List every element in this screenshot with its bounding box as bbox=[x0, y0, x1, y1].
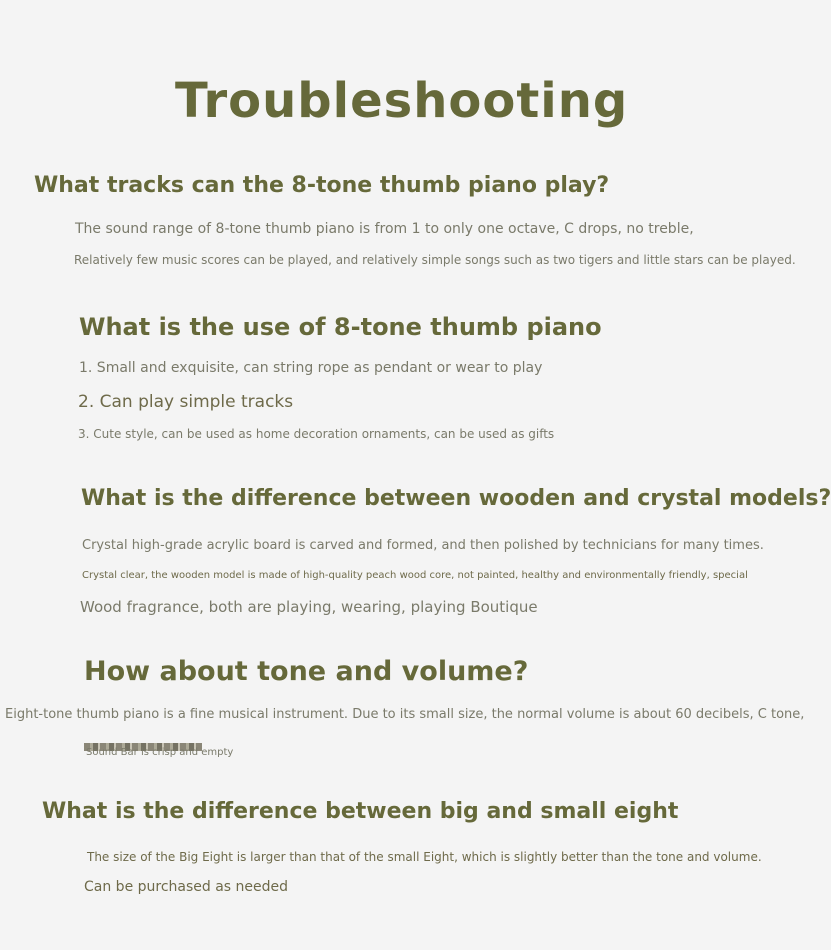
section-heading: How about tone and volume? bbox=[84, 656, 529, 687]
section-text: Wood fragrance, both are playing, wearing, playing Boutique bbox=[80, 598, 538, 616]
section-heading: What is the use of 8-tone thumb piano bbox=[79, 313, 602, 341]
section-text: The sound range of 8-tone thumb piano is from 1 to only one octave, C drops, no treble, bbox=[75, 221, 694, 237]
section-text: Crystal clear, the wooden model is made of high-quality peach wood core, not painted, healthy and environmentally friendly, special bbox=[82, 570, 748, 581]
section-text: Sound Bar is crisp and empty bbox=[86, 747, 234, 758]
page-title: Troubleshooting bbox=[175, 73, 629, 129]
section-heading: What tracks can the 8-tone thumb piano play? bbox=[34, 173, 610, 198]
list-item: 3. Cute style, can be used as home decoration ornaments, can be used as gifts bbox=[78, 427, 555, 441]
section-text: The size of the Big Eight is larger than that of the small Eight, which is slightly better than the tone and volume. bbox=[87, 850, 762, 864]
section-text: Relatively few music scores can be played, and relatively simple songs such as two tigers and little stars can be played. bbox=[74, 253, 796, 267]
section-heading: What is the difference between wooden and crystal models? bbox=[81, 486, 831, 511]
section-heading: What is the difference between big and small eight bbox=[42, 799, 679, 824]
list-item: 1. Small and exquisite, can string rope as pendant or wear to play bbox=[79, 360, 543, 376]
section-text: Crystal high-grade acrylic board is carved and formed, and then polished by technicians for many times. bbox=[82, 538, 764, 553]
section-text: Eight-tone thumb piano is a fine musical instrument. Due to its small size, the normal volume is about 60 decibels, C tone, bbox=[5, 707, 805, 722]
list-item: 2. Can play simple tracks bbox=[78, 392, 294, 412]
section-text: Can be purchased as needed bbox=[84, 879, 289, 895]
